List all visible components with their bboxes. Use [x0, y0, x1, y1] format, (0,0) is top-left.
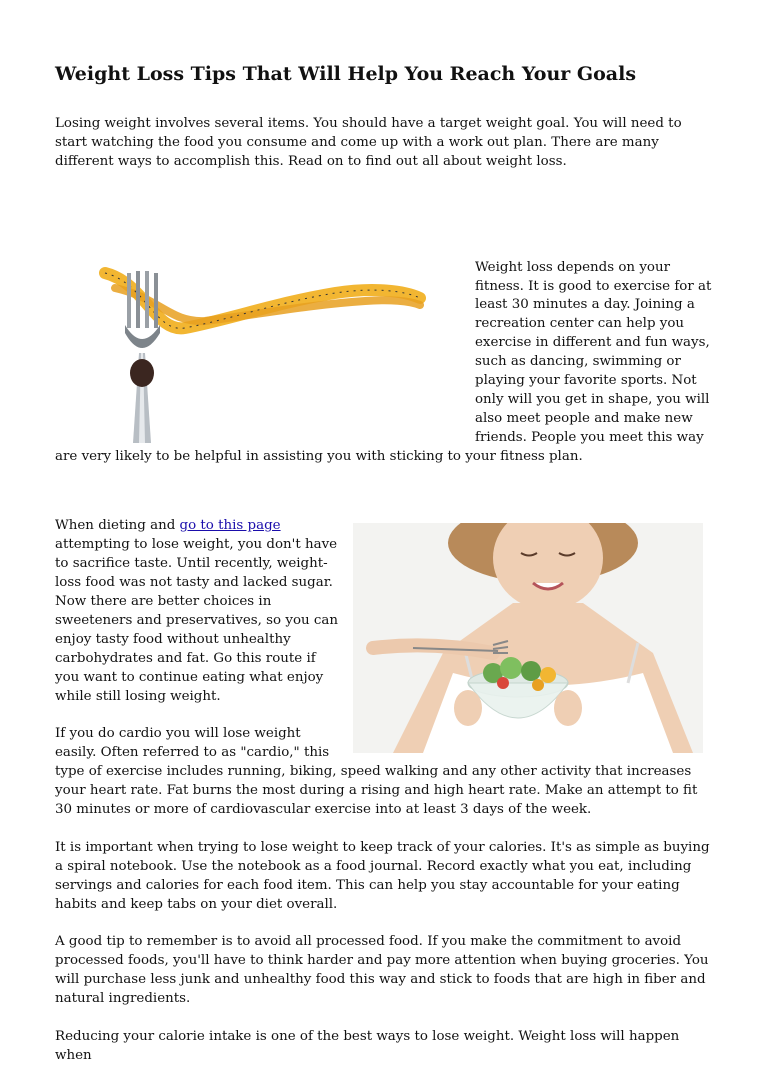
cardio-paragraph: If you do cardio you will lose weight easily. Often referred to as "cardio," this type of exercise includes running, biking, speed walking and any other activity that increases your heart rate. Fat burns the most during a rising and high heart rate. Make an attempt to fit 30 minutes or more of cardiovascular exercise into at least 3 days of the week. [55, 726, 698, 818]
fork-tape-image [75, 263, 435, 443]
fitness-paragraph: Weight loss depends on your fitness. It is good to exercise for at least 30 minutes a day. Joining a recreation center can help you exercise in different and fun ways, such as dancing, swimming or playing your favorite sports. Not only will you get in shape, you will also meet people and make new friends. People you meet this way are very likely to be helpful in assisting you with sticking to your fitness plan. [55, 259, 712, 464]
dieting-text-rest: attempting to lose weight, you don't have to sacrifice taste. Until recently, weight-loss food was not tasty and lacked sugar. Now there are better choices in sweeteners and preservatives, so you can enjoy tasty food without unhealthy carbohydrates and fat. Go this route if you want to continue eating what enjoy while still losing weight. [55, 537, 338, 704]
article-title: Weight Loss Tips That Will Help You Reach Your Goals [55, 63, 637, 85]
intro-paragraph: Losing weight involves several items. You should have a target weight goal. You will need to start watching the food you consume and come up with a work out plan. There are many different ways to accomplish this. Read on to find out all about weight loss. [55, 116, 682, 169]
woman-salad-image [353, 523, 703, 753]
calories-paragraph: It is important when trying to lose weight to keep track of your calories. It's as simple as buying a spiral notebook. Use the notebook as a food journal. Record exactly what you eat, including servings and calories for each food item. This can help you stay accountable for your eating habits and keep tabs on your diet overall. [55, 839, 710, 912]
calorie-intake-paragraph: Reducing your calorie intake is one of the best ways to lose weight. Weight loss will happen when [55, 1028, 680, 1063]
processed-food-paragraph: A good tip to remember is to avoid all processed food. If you make the commitment to avoid processed foods, you'll have to think harder and pay more attention when buying groceries. You will purchase less junk and unhealthy food this way and stick to foods that are high in fiber and natural ingredients. [55, 934, 709, 1007]
article [55, 55, 715, 1085]
dieting-text-start: When dieting and [55, 518, 180, 534]
go-to-page-link[interactable]: go to this page [179, 518, 281, 534]
